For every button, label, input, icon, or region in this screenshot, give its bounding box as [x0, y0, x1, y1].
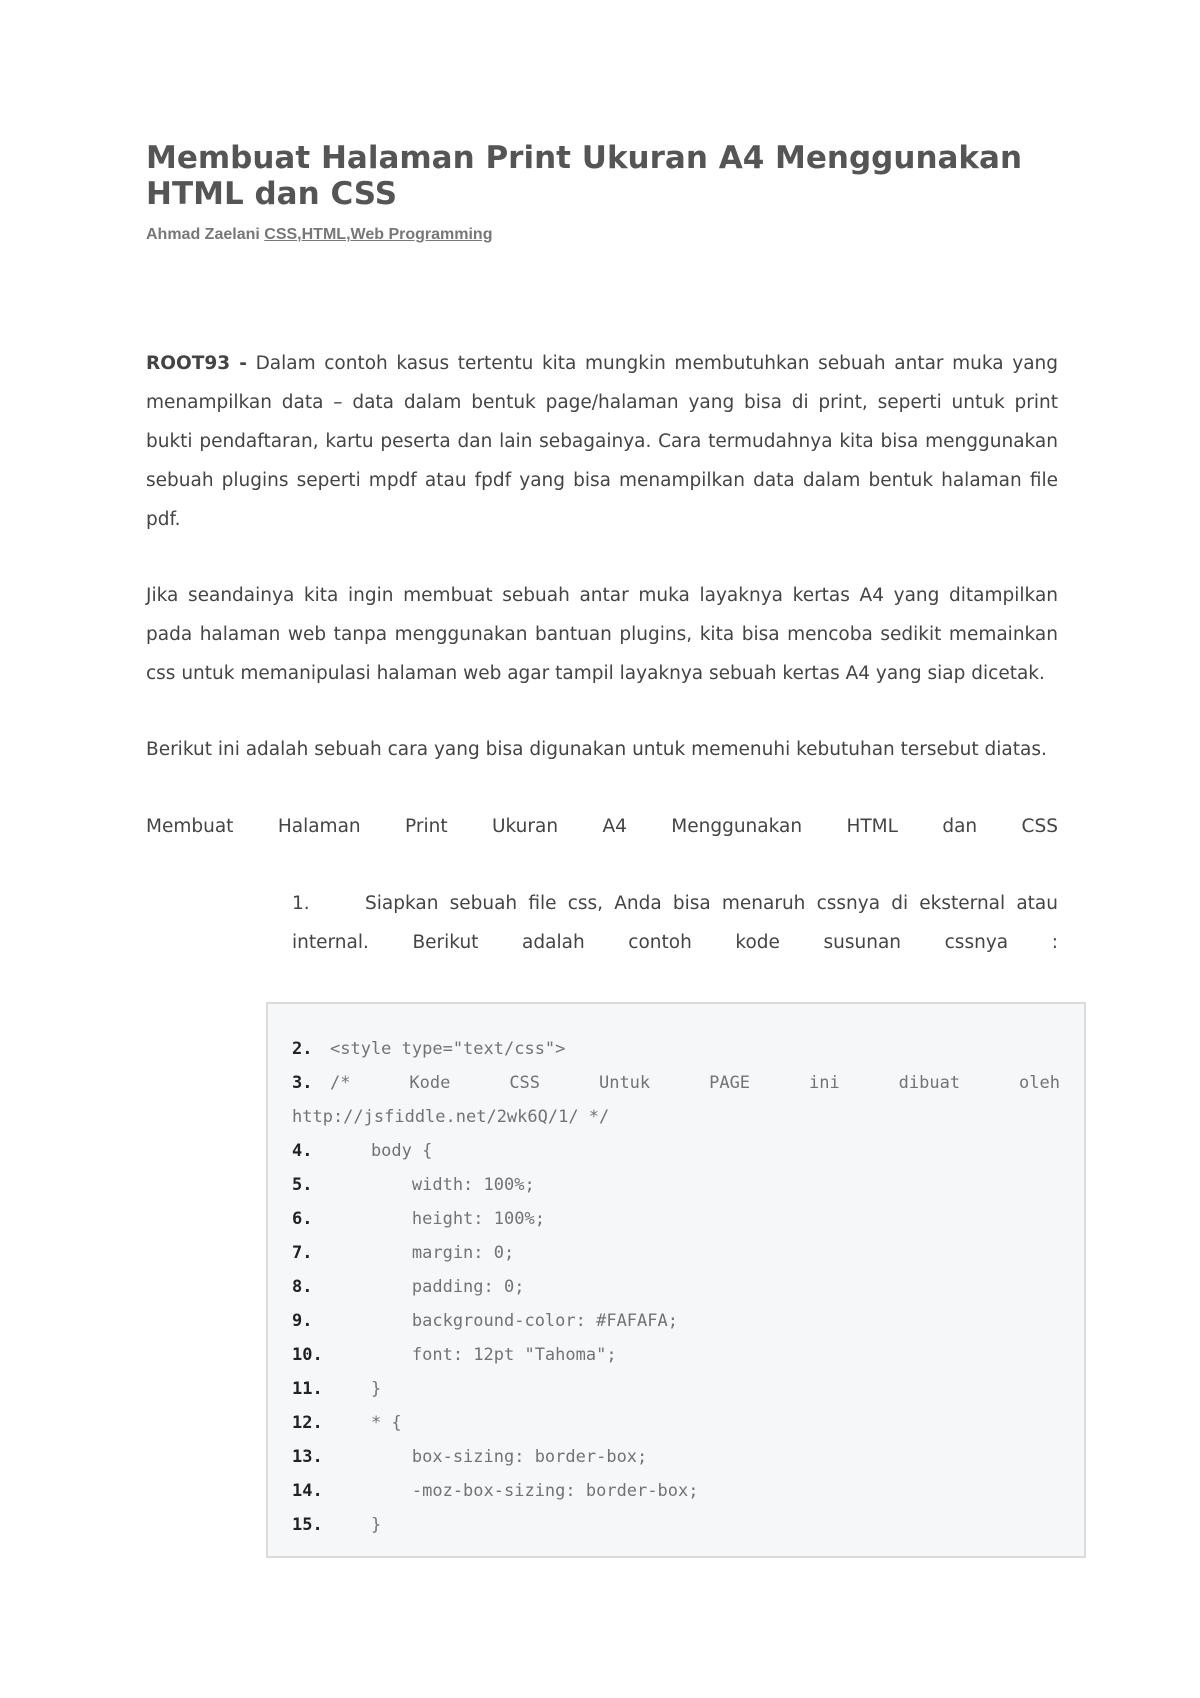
code-line: [292, 1440, 1060, 1474]
line-number: 8.: [292, 1277, 313, 1297]
code-line: [292, 1474, 1060, 1508]
subheading-word: CSS: [1021, 816, 1058, 837]
subheading-word: Ukuran: [491, 816, 559, 837]
code-line: [292, 1066, 1060, 1100]
article: [146, 140, 1060, 1535]
code-token: Untuk: [598, 1073, 651, 1093]
code-line: [292, 1304, 1060, 1338]
line-number: 15.: [292, 1515, 323, 1535]
step-word: contoh: [628, 932, 692, 953]
code-token: CSS: [509, 1073, 541, 1093]
code-text: padding: 0;: [330, 1277, 525, 1297]
lead-label: ROOT93 -: [146, 353, 247, 374]
code-token: PAGE: [709, 1073, 751, 1093]
code-line: [292, 1134, 1060, 1168]
article-meta: Ahmad Zaelani CSS,HTML,Web Programming: [146, 226, 493, 243]
step-number: 1.: [292, 893, 310, 914]
line-number: 13.: [292, 1447, 323, 1467]
subheading-word: HTML: [846, 816, 898, 837]
step-word: internal.: [292, 932, 369, 953]
line-number: 9.: [292, 1311, 313, 1331]
category-link-html[interactable]: HTML: [301, 226, 347, 243]
step-word: adalah: [522, 932, 585, 953]
line-number: 6.: [292, 1209, 313, 1229]
code-block: [266, 1002, 1086, 1558]
code-line: [292, 1372, 1060, 1406]
step-word: Berikut: [412, 932, 479, 953]
code-text: height: 100%;: [330, 1209, 545, 1229]
line-number: 12.: [292, 1413, 323, 1433]
intro-text: Dalam contoh kasus tertentu kita mungkin membutuhkan sebuah antar muka yang menampilkan data – data dalam bentuk page/halaman yang bisa di print, seperti untuk print bukti pendaftaran, kartu peserta dan lain sebagainya. Cara termudahnya kita bisa menggunakan sebuah plugins seperti mpdf atau fpdf yang bisa menampilkan data dalam bentuk halaman file pdf.: [146, 353, 1058, 530]
code-text: <style type="text/css">: [330, 1039, 566, 1059]
code-text: }: [330, 1379, 382, 1399]
code-line: [292, 1236, 1060, 1270]
code-text: margin: 0;: [330, 1243, 515, 1263]
line-number: 3.: [292, 1073, 313, 1093]
code-token: dibuat: [898, 1073, 961, 1093]
code-text: width: 100%;: [330, 1175, 535, 1195]
subheading-word: A4: [602, 816, 627, 837]
paragraph-2: Jika seandainya kita ingin membuat sebuah antar muka layaknya kertas A4 yang ditampilkan pada halaman web tanpa menggunakan bantuan plugins, kita bisa mencoba sedikit memainkan css untuk memanipulasi halaman web agar tampil layaknya sebuah kertas A4 yang siap dicetak.: [146, 585, 1058, 684]
step-word: kode: [735, 932, 780, 953]
code-token: oleh: [1019, 1073, 1060, 1093]
code-text: font: 12pt "Tahoma";: [330, 1345, 617, 1365]
code-line: [292, 1270, 1060, 1304]
code-token: Kode: [409, 1073, 451, 1093]
line-number: 10.: [292, 1345, 323, 1365]
category-link-web-programming[interactable]: Web Programming: [350, 226, 493, 243]
code-text: -moz-box-sizing: border-box;: [330, 1481, 699, 1501]
line-number: 11.: [292, 1379, 323, 1399]
line-number: 2.: [292, 1039, 313, 1059]
category-link-css[interactable]: CSS: [264, 226, 298, 243]
line-number: 4.: [292, 1141, 313, 1161]
code-text: background-color: #FAFAFA;: [330, 1311, 678, 1331]
code-text: body {: [330, 1141, 433, 1161]
subheading-word: Membuat: [146, 816, 234, 837]
code-text: http://jsfiddle.net/2wk6Q/1/ */: [292, 1107, 610, 1127]
code-line: [292, 1406, 1060, 1440]
code-line: [292, 1032, 1060, 1066]
intro-paragraph: [146, 344, 1058, 539]
code-token: ini: [808, 1073, 840, 1093]
code-token: /*: [330, 1073, 351, 1093]
step-text-line2: [292, 923, 1058, 962]
code-text: }: [330, 1515, 382, 1535]
code-text: * {: [330, 1413, 402, 1433]
code-line: [292, 1338, 1060, 1372]
paragraph-3: Berikut ini adalah sebuah cara yang bisa digunakan untuk memenuhi kebutuhan tersebut diatas.: [146, 739, 1047, 760]
line-number: 5.: [292, 1175, 313, 1195]
step-text-line1: Siapkan sebuah file css, Anda bisa menaruh cssnya di eksternal atau: [365, 893, 1058, 914]
step-word: susunan: [823, 932, 902, 953]
code-line: [292, 1168, 1060, 1202]
subheading-word: Halaman: [277, 816, 361, 837]
author-name: Ahmad Zaelani: [146, 226, 260, 243]
line-number: 14.: [292, 1481, 323, 1501]
code-line: [292, 1100, 1060, 1134]
line-number: 7.: [292, 1243, 313, 1263]
step-word: cssnya: [944, 932, 1009, 953]
step-item: [292, 884, 1058, 962]
code-line: [292, 1202, 1060, 1236]
section-subheading: [146, 807, 1058, 846]
subheading-word: Print: [405, 816, 448, 837]
subheading-word: dan: [942, 816, 978, 837]
code-text: box-sizing: border-box;: [330, 1447, 648, 1467]
subheading-word: Menggunakan: [671, 816, 803, 837]
step-word: :: [1051, 932, 1058, 953]
code-line: [292, 1508, 1060, 1542]
article-title: Membuat Halaman Print Ukuran A4 Menggunakan HTML dan CSS: [146, 140, 1023, 212]
